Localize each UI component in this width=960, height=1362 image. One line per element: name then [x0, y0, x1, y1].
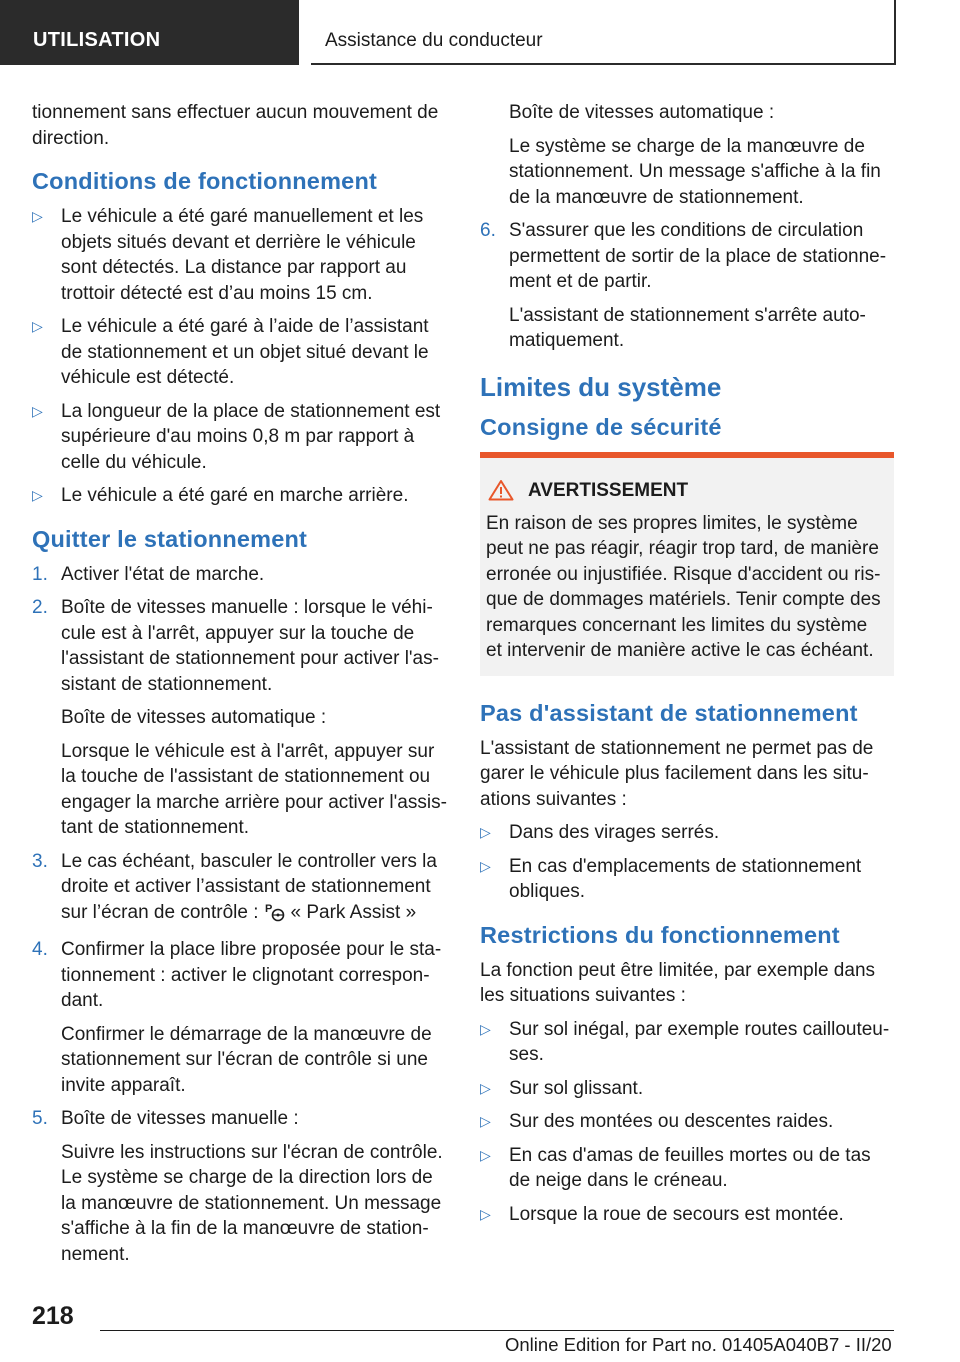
restrictions-intro: La fonction peut être limitée, par exemple dans les situations suivantes : — [480, 959, 876, 1006]
step-5-sub-3: Le système se charge de la manœuvre de stationnement. Un message s'affiche à la fin de la manœuvre de stationnement. — [509, 135, 881, 208]
header-section-tab — [0, 0, 299, 65]
header-chapter: Assistance du conducteur — [325, 30, 543, 51]
list-item: ▷ Le véhicule a été garé à l’aide de l’assistant de stationnement et un objet situé devant le véhicule est détecté. — [32, 316, 429, 388]
warning-text: En raison de ses propres limites, le système peut ne pas réagir, réagir trop tard, de manière erronée ou injustifiée. Risque d'accident ou risque de dommages matériels. Tenir compte des remarques concernant les limites du système et intervenir de manière active le cas échéant. — [486, 512, 881, 661]
park-assist-icon — [265, 902, 285, 930]
list-item: ▷ En cas d'amas de feuilles mortes ou de tas de neige dans le créneau. — [480, 1144, 871, 1191]
footer-edition: Online Edition for Part no. 01405A040B7 - II/20 — [505, 1334, 892, 1355]
svg-text:P: P — [264, 902, 272, 915]
list-item: ▷ La longueur de la place de stationnement est supérieure d'au moins 0,8 m par rapport à celle du véhicule. — [32, 400, 441, 473]
header-chapter-box — [311, 0, 896, 65]
step-2-sub-1: Boîte de vitesses automatique : — [61, 707, 327, 728]
quitter-heading: Quitter le stationnement — [32, 525, 308, 552]
list-item: ▷ Lorsque la roue de secours est montée. — [480, 1202, 894, 1228]
list-item: ▷ Le véhicule a été garé en marche arrière. — [32, 483, 450, 509]
triangle-bullet-icon: ▷ — [480, 824, 491, 840]
step-5-sub-1: Suivre les instructions sur l'écran de contrôle. Le système se charge de la direction lors de la manœuvre de stationnement. Un message s'affiche à la fin de la manœuvre de stationnement. — [61, 1141, 443, 1265]
consigne-heading: Consigne de sécurité — [480, 413, 722, 440]
list-item: ▷ Sur des montées ou descentes raides. — [480, 1109, 894, 1135]
left-column — [32, 100, 450, 1275]
step-2: 2. Boîte de vitesses manuelle : lorsque le véhicule est à l'arrêt, appuyer sur la touche de l'assistant de stationnement pour activer l'assistant de stationnement. — [32, 597, 439, 695]
warning-triangle-icon — [488, 479, 514, 501]
intro-text: tionnement sans effectuer aucun mouvement de direction. — [32, 102, 439, 149]
triangle-bullet-icon: ▷ — [480, 1079, 491, 1096]
triangle-bullet-icon: ▷ — [480, 1020, 491, 1037]
triangle-bullet-icon: ▷ — [32, 402, 43, 419]
triangle-bullet-icon: ▷ — [480, 857, 491, 874]
conditions-heading: Conditions de fonctionnement — [32, 168, 378, 194]
step-2-sub-2: Lorsque le véhicule est à l'arrêt, appuyer sur la touche de l'assistant de stationnement ou engager la marche arrière pour activer l'assistant de stationnement. — [61, 740, 447, 838]
step-6-sub-1: L'assistant de stationnement s'arrête automatiquement. — [509, 304, 866, 351]
step-3: 3. Le cas échéant, basculer le controller vers la droite et activer l’assistant de stationnement sur l’écran de contrôle : P « Park Assist » — [32, 849, 450, 930]
footer-rule — [100, 1330, 894, 1331]
warning-title: AVERTISSEMENT — [528, 479, 689, 501]
step-6: 6. S'assurer que les conditions de circulation permettent de sortir de la place de stationnement et de partir. — [480, 220, 887, 292]
triangle-bullet-icon: ▷ — [480, 1113, 491, 1129]
list-item: ▷ En cas d'emplacements de stationnement obliques. — [480, 855, 862, 902]
step-1: 1. Activer l'état de marche. — [32, 563, 265, 585]
header-section: UTILISATION — [33, 29, 161, 51]
triangle-bullet-icon: ▷ — [480, 1146, 491, 1163]
limites-heading: Limites du système — [480, 371, 722, 402]
pas-intro: L'assistant de stationnement ne permet pas de garer le véhicule plus facilement dans les situations suivantes : — [480, 737, 874, 810]
page-number: 218 — [32, 1302, 74, 1330]
restrictions-heading: Restrictions du fonctionnement — [480, 921, 840, 948]
step-5-sub-2: Boîte de vitesses automatique : — [509, 102, 775, 123]
triangle-bullet-icon: ▷ — [32, 487, 43, 503]
pas-heading: Pas d'assistant de stationnement — [480, 699, 858, 726]
list-item: ▷ Sur sol inégal, par exemple routes caillouteuses. — [480, 1018, 890, 1065]
warning-box — [480, 452, 894, 676]
warning-title-row — [486, 478, 888, 503]
triangle-bullet-icon: ▷ — [32, 208, 43, 224]
list-item: ▷ Sur sol glissant. — [480, 1076, 894, 1102]
step-4: 4. Confirmer la place libre proposée pour le stationnement : activer le clignotant correspondant. — [32, 939, 442, 1011]
right-column — [480, 100, 894, 1235]
list-item: ▷ Dans des virages serrés. — [480, 820, 894, 846]
triangle-bullet-icon: ▷ — [480, 1205, 491, 1222]
step-4-sub-1: Confirmer le démarrage de la manœuvre de stationnement sur l'écran de contrôle si une invite apparaît. — [61, 1023, 432, 1096]
list-item: ▷ Le véhicule a été garé manuellement et les objets situés devant et derrière le véhicule sont détectés. La distance par rapport au trottoir détecté est d’au moins 15 cm. — [32, 206, 424, 304]
triangle-bullet-icon: ▷ — [32, 318, 43, 334]
step-5: 5. Boîte de vitesses manuelle : — [32, 1108, 299, 1129]
